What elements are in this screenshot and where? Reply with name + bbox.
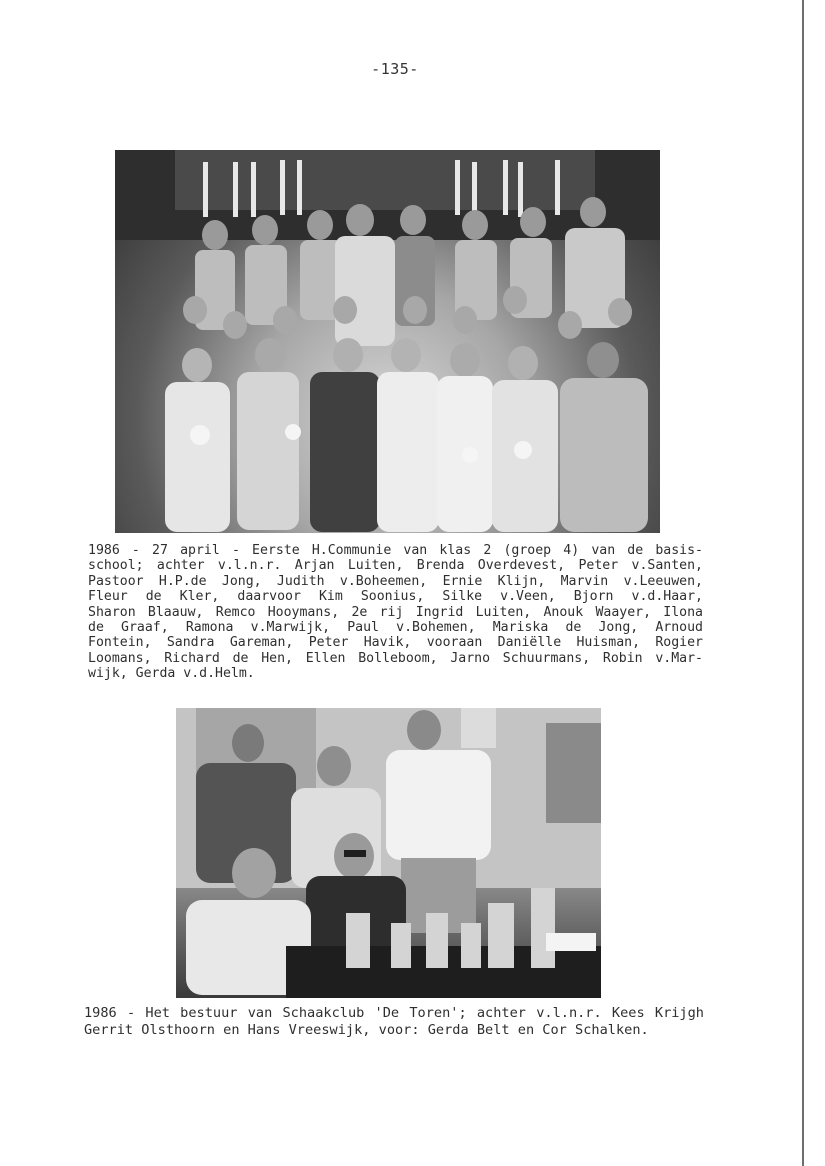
first-communion-caption [88,543,703,682]
chess-club-photo-illustration [176,708,601,998]
caption-line: Fontein, Sandra Gareman, Peter Havik, vooraan Daniëlle Huisman, Rogier [88,635,703,651]
caption-line: 1986 - 27 april - Eerste H.Communie van klas 2 (groep 4) van de basis- [88,543,703,558]
chess-club-board-photo [176,708,601,998]
page-edge-line [802,0,804,1166]
caption-line: school; achter v.l.n.r. Arjan Luiten, Brenda Overdevest, Peter v.Santen, [88,558,703,574]
chess-club-caption [84,1005,704,1039]
caption-line: Loomans, Richard de Hen, Ellen Bolleboom, Jarno Schuurmans, Robin v.Mar- [88,650,703,666]
caption-line: de Graaf, Ramona v.Marwijk, Paul v.Bohemen, Mariska de Jong, Arnoud [88,620,703,636]
caption-line: wijk, Gerda v.d.Helm. [88,666,255,682]
caption-line: 1986 - Het bestuur van Schaakclub 'De Toren'; achter v.l.n.r. Kees Krijgh [84,1005,704,1021]
page-number: -135- [371,60,419,78]
caption-line: Fleur de Kler, daarvoor Kim Soonius, Silke v.Veen, Bjorn v.d.Haar, [88,589,703,605]
first-communion-photo-illustration [115,150,660,533]
caption-line: Gerrit Olsthoorn en Hans Vreeswijk, voor: Gerda Belt en Cor Schalken. [84,1022,649,1038]
caption-line: Sharon Blaauw, Remco Hooymans, 2e rij Ingrid Luiten, Anouk Waayer, Ilona [88,604,703,620]
caption-line: Pastoor H.P.de Jong, Judith v.Boheemen, Ernie Klijn, Marvin v.Leeuwen, [88,573,703,589]
first-communion-group-photo [115,150,660,533]
